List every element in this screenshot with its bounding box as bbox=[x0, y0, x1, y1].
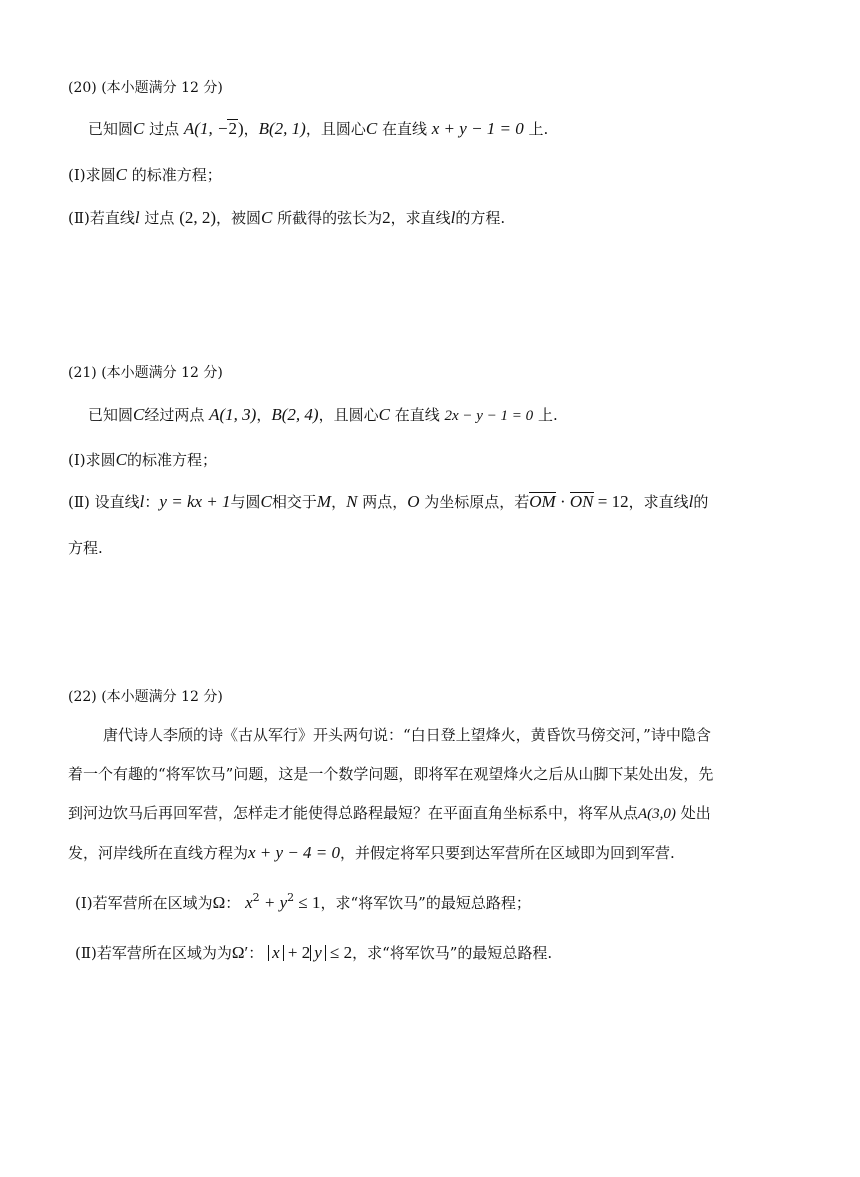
q20-text: ，求直线 bbox=[390, 209, 451, 227]
q22-para-line-2: 着一个有趣的“将军饮马”问题，这是一个数学问题，即将军在观望烽火之后从山脚下某处出发，先 bbox=[68, 765, 714, 783]
q22-omega: Ω bbox=[212, 893, 226, 912]
q20-text: ，且圆心 bbox=[305, 120, 366, 138]
q21-text: ： bbox=[144, 493, 160, 511]
q21-circle-c: C bbox=[260, 492, 272, 511]
q21-circle-c: C bbox=[378, 405, 390, 424]
q22-text: ： bbox=[225, 894, 241, 912]
q20-text: 上. bbox=[523, 120, 549, 138]
q20-heading: (20) (本小题满分 12 分) bbox=[68, 80, 223, 96]
q22-text: ，求“将军饮马”的最短总路程； bbox=[320, 894, 531, 912]
q20-stem bbox=[88, 119, 548, 139]
q21-circle-c: C bbox=[115, 450, 127, 469]
q22-text: ： bbox=[248, 944, 264, 962]
q20-text: 过点 bbox=[139, 209, 180, 227]
q21-part1-text: 的标准方程； bbox=[126, 451, 217, 469]
q20-point: (2, 2) bbox=[179, 208, 217, 227]
q21-text: ， bbox=[331, 493, 347, 511]
q21-vector-om: OM bbox=[529, 492, 556, 511]
q22-part2 bbox=[75, 943, 552, 963]
q20-text: ， bbox=[243, 120, 259, 138]
q20-point-a-close: ) bbox=[237, 119, 244, 138]
q22-part1-label: (Ⅰ)若军营所在区域为 bbox=[75, 894, 213, 912]
q22-coef: + 2 bbox=[283, 943, 311, 962]
q22-part2-label: (Ⅱ)若军营所在区域为为 bbox=[75, 944, 232, 962]
q22-abs-x: x bbox=[268, 945, 284, 961]
q22-square: 2 bbox=[287, 891, 295, 904]
q22-ineq-y: + y bbox=[259, 893, 288, 912]
q20-text: 过点 bbox=[144, 120, 184, 138]
q20-text: 的方程. bbox=[455, 209, 506, 227]
q21-point-a: A(1, 3) bbox=[209, 405, 257, 424]
q21-text: 两点， bbox=[357, 493, 408, 511]
q21-part1 bbox=[68, 450, 217, 470]
q21-text: 为坐标原点，若 bbox=[419, 493, 530, 511]
q21-text: 的 bbox=[693, 493, 709, 511]
q20-circle-c: C bbox=[261, 208, 273, 227]
q22-abs-y: y bbox=[310, 945, 326, 961]
q22-omega-prime: Ω′ bbox=[231, 943, 249, 962]
q21-dot: · bbox=[555, 492, 570, 511]
q20-circle-c: C bbox=[133, 119, 145, 138]
q21-line-l: l bbox=[139, 492, 145, 511]
q20-part2 bbox=[68, 208, 505, 228]
q20-line-equation: x + y − 1 = 0 bbox=[431, 119, 524, 138]
q22-text: 发，河岸线所在直线方程为 bbox=[68, 844, 249, 862]
q21-point-m: M bbox=[316, 492, 332, 511]
q21-part2-cont: 方程. bbox=[68, 539, 103, 557]
q20-line-l: l bbox=[450, 208, 456, 227]
q21-line-equation-2: y = kx + 1 bbox=[159, 492, 231, 511]
q20-line-l: l bbox=[134, 208, 140, 227]
q20-circle-c: C bbox=[115, 165, 127, 184]
q20-point-b: B(2, 1) bbox=[258, 119, 306, 138]
q21-circle-c: C bbox=[133, 405, 145, 424]
q21-point-b: B(2, 4) bbox=[271, 405, 319, 424]
q20-text: 所截得的弦长为 bbox=[272, 209, 383, 227]
q20-part1 bbox=[68, 165, 222, 185]
q21-stem bbox=[88, 405, 558, 426]
q20-sqrt bbox=[227, 119, 238, 137]
q21-line-l: l bbox=[688, 492, 694, 511]
q21-point-o: O bbox=[407, 492, 420, 511]
q20-chord-length: 2 bbox=[382, 208, 391, 227]
q21-vector-on: ON bbox=[569, 492, 594, 511]
q22-text: 处出 bbox=[675, 804, 711, 822]
q21-text: ， bbox=[256, 406, 272, 424]
q21-point-n: N bbox=[346, 492, 358, 511]
q20-text: 在直线 bbox=[377, 120, 432, 138]
q20-sqrt-value: 2 bbox=[228, 119, 237, 138]
q22-text: ，求“将军饮马”的最短总路程. bbox=[352, 944, 553, 962]
q21-text: ，且圆心 bbox=[318, 406, 379, 424]
q21-text: 已知圆 bbox=[88, 406, 134, 424]
q20-part2-label: (Ⅱ)若直线 bbox=[68, 209, 135, 227]
q20-part1-label: (Ⅰ)求圆 bbox=[68, 166, 116, 184]
q22-heading: (22) (本小题满分 12 分) bbox=[68, 689, 223, 705]
q20-text: ，被圆 bbox=[216, 209, 262, 227]
q22-part1 bbox=[75, 893, 531, 915]
q21-part2-label: (Ⅱ) 设直线 bbox=[68, 493, 140, 511]
q22-river-equation: x + y − 4 = 0 bbox=[248, 843, 341, 862]
q20-text: 已知圆 bbox=[88, 120, 134, 138]
q21-text: 与圆 bbox=[230, 493, 261, 511]
q22-point-a: A(3,0) bbox=[638, 806, 676, 822]
q22-text: ，并假定将军只要到达军营所在区域即为回到军营. bbox=[340, 844, 675, 862]
q22-square: 2 bbox=[252, 891, 260, 904]
q21-text: ，求直线 bbox=[628, 493, 689, 511]
q21-part2 bbox=[68, 492, 708, 512]
q21-text: 相交于 bbox=[271, 493, 317, 511]
q22-ineq-x: x bbox=[245, 893, 253, 912]
q21-heading: (21) (本小题满分 12 分) bbox=[68, 365, 223, 381]
q22-para-line-3 bbox=[68, 803, 711, 824]
q21-line-equation: 2x − y − 1 = 0 bbox=[444, 408, 534, 424]
q21-part1-label: (Ⅰ)求圆 bbox=[68, 451, 116, 469]
q21-text: 在直线 bbox=[389, 406, 445, 424]
q22-para-line-4 bbox=[68, 843, 675, 863]
q21-text: 经过两点 bbox=[144, 406, 210, 424]
q20-point-a: A(1, − bbox=[183, 119, 229, 138]
q21-text: 上. bbox=[533, 406, 558, 424]
q20-part1-text: 的标准方程； bbox=[126, 166, 222, 184]
q21-value: = 12 bbox=[593, 492, 629, 511]
q20-circle-c: C bbox=[365, 119, 378, 138]
q22-text: 到河边饮马后再回军营，怎样走才能使得总路程最短？在平面直角坐标系中，将军从点 bbox=[68, 804, 639, 822]
q22-ineq-bound: ≤ 2 bbox=[325, 943, 353, 962]
q22-ineq-bound: ≤ 1 bbox=[294, 893, 321, 912]
q22-para-line-1: 唐代诗人李颀的诗《古从军行》开头两句说：“白日登上望烽火，黄昏饮马傍交河，”诗中隐含 bbox=[103, 726, 711, 744]
